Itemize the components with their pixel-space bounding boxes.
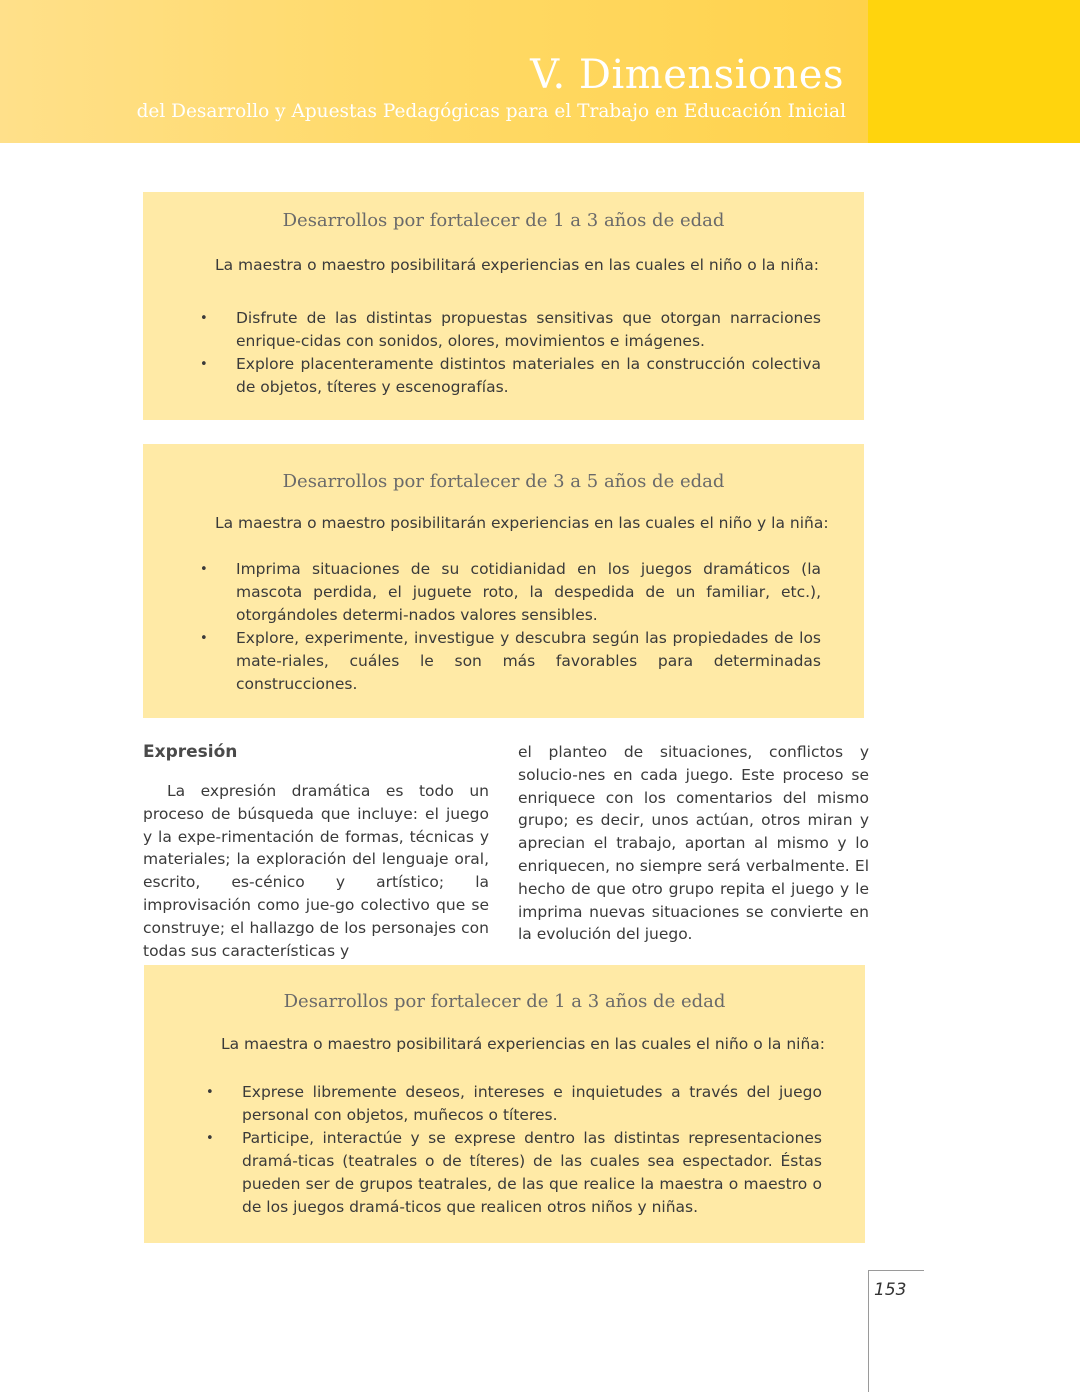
bullet-icon: • — [200, 357, 208, 372]
paragraph: La expresión dramática es todo un proceso de búsqueda que incluye: el juego y la expe-rimentación de formas, técnicas y materiales; la exploración del lenguaje oral, escrito, es-cénico y artístico; la improvisación como jue-go colectivo que se construye; el hallazgo de los personajes con todas sus características y — [143, 782, 489, 960]
box-title: Desarrollos por fortalecer de 1 a 3 años de edad — [282, 210, 725, 231]
list-item: • Exprese libremente deseos, intereses e inquietudes a través del juego personal con objetos, muñecos o títeres. — [206, 1083, 822, 1124]
list-item: • Imprima situaciones de su cotidianidad en los juegos dramáticos (la mascota perdida, el juguete roto, la despedida de un familiar, etc.), otorgándoles determi-nados valores sensibles. — [200, 560, 821, 624]
section-heading: Expresión — [143, 742, 238, 762]
text-column-left — [143, 780, 489, 962]
chapter-header-accent — [868, 0, 1080, 143]
box-intro: La maestra o maestro posibilitará experiencias en las cuales el niño o la niña: — [215, 256, 820, 274]
development-box-3 — [144, 965, 865, 1243]
list-item: • Explore, experimente, investigue y descubra según las propiedades de los mate-riales, cuáles le son más favorables para determinadas construcciones. — [200, 629, 821, 693]
list-item: • Participe, interactúe y se exprese dentro las distintas representaciones dramá-ticas (teatrales o de títeres) de las cuales sea espectador. Éstas pueden ser de grupos teatrales, de las que realice la maestra o maestro o de los juegos dramá-ticos que realicen otros niños y niñas. — [206, 1129, 822, 1216]
page-number: 153 — [874, 1280, 907, 1300]
list-item: • Disfrute de las distintas propuestas sensitivas que otorgan narraciones enrique-cidas con sonidos, olores, movimientos e imágenes. — [200, 309, 821, 350]
text-column-right — [518, 741, 869, 946]
box-title: Desarrollos por fortalecer de 3 a 5 años de edad — [282, 471, 725, 492]
box-intro: La maestra o maestro posibilitará experiencias en las cuales el niño o la niña: — [221, 1035, 826, 1053]
chapter-subtitle: del Desarrollo y Apuestas Pedagógicas para el Trabajo en Educación Inicial — [136, 101, 846, 122]
page-number-rule-horizontal — [868, 1270, 924, 1271]
bullet-icon: • — [206, 1085, 214, 1100]
box-intro: La maestra o maestro posibilitarán experiencias en las cuales el niño y la niña: — [215, 514, 829, 532]
bullet-icon: • — [200, 562, 208, 577]
bullet-icon: • — [206, 1131, 214, 1146]
development-box-1 — [143, 192, 864, 420]
bullet-list — [200, 307, 821, 399]
box-title: Desarrollos por fortalecer de 1 a 3 años de edad — [283, 991, 726, 1012]
list-item: • Explore placenteramente distintos materiales en la construcción colectiva de objetos, títeres y escenografías. — [200, 355, 821, 396]
bullet-list — [206, 1081, 822, 1219]
chapter-title: V. Dimensiones — [530, 52, 844, 98]
page-number-rule-vertical — [868, 1270, 869, 1392]
bullet-icon: • — [200, 631, 208, 646]
paragraph: el planteo de situaciones, conflictos y solucio-nes en cada juego. Este proceso se enriquece con los comentarios del mismo grupo; es decir, unos actúan, otros miran y aprecian el trabajo, aportan al mismo y lo enriquecen, no siempre será verbalmente. El hecho de que otro grupo repita el juego y le imprima nuevas situaciones se convierte en la evolución del juego. — [518, 743, 869, 944]
bullet-list — [200, 558, 821, 696]
bullet-icon: • — [200, 311, 208, 326]
development-box-2 — [143, 444, 864, 718]
